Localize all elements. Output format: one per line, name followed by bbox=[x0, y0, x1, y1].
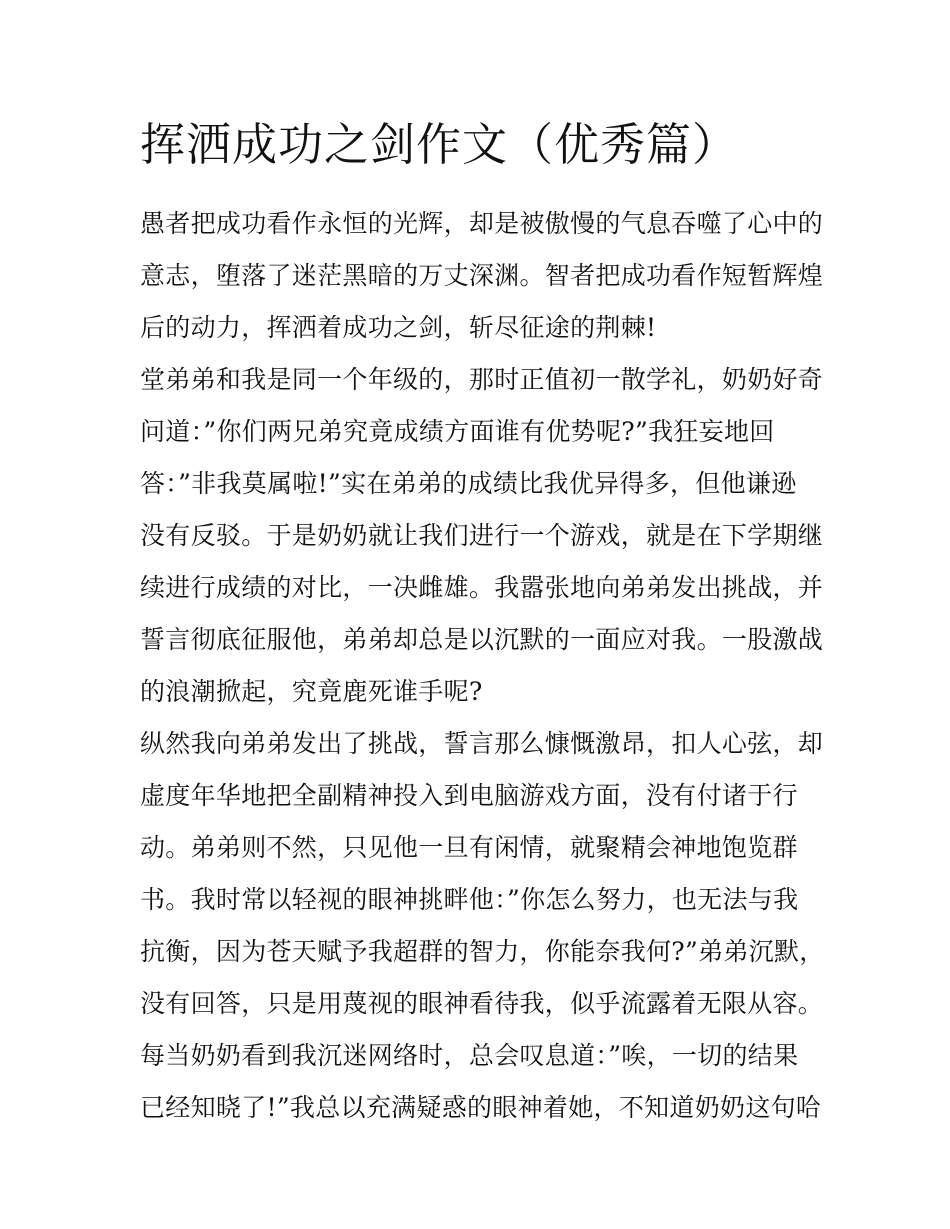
document-body bbox=[140, 198, 825, 1134]
text-line: 后的动力，挥洒着成功之剑，斩尽征途的荆棘! bbox=[140, 313, 657, 342]
text-line: 动。弟弟则不然，只见他一旦有闲情，就聚精会神地饱览群 bbox=[140, 833, 798, 862]
text-line: 答：”非我莫属啦!”实在弟弟的成绩比我优异得多，但他谦逊 bbox=[140, 469, 797, 498]
text-line: 已经知晓了!”我总以充满疑惑的眼神着她，不知道奶奶这句哈 bbox=[140, 1093, 822, 1122]
text-line: 书。我时常以轻视的眼神挑畔他：”你怎么努力，也无法与我 bbox=[140, 885, 799, 914]
text-line: 抗衡，因为苍天赋予我超群的智力，你能奈我何?”弟弟沉默， bbox=[140, 937, 825, 966]
text-line: 每当奶奶看到我沉迷网络时，总会叹息道：”唉，一切的结果 bbox=[140, 1041, 799, 1070]
text-line: 续进行成绩的对比，一决雌雄。我嚣张地向弟弟发出挑战，并 bbox=[140, 573, 824, 602]
text-line: 堂弟弟和我是同一个年级的，那时正值初一散学礼，奶奶好奇 bbox=[140, 365, 824, 394]
text-line: 誓言彻底征服他，弟弟却总是以沉默的一面应对我。一股激战 bbox=[140, 625, 824, 654]
text-line: 虚度年华地把全副精神投入到电脑游戏方面，没有付诸于行 bbox=[140, 781, 798, 810]
text-line: 意志，堕落了迷茫黑暗的万丈深渊。智者把成功看作短暂辉煌 bbox=[140, 261, 824, 290]
text-line: 的浪潮掀起，究竟鹿死谁手呢? bbox=[140, 677, 483, 706]
document-title: 挥洒成功之剑作文（优秀篇） bbox=[140, 118, 739, 171]
text-line: 问道：”你们两兄弟究竟成绩方面谁有优势呢?”我狂妄地回 bbox=[140, 417, 775, 446]
text-line: 纵然我向弟弟发出了挑战，誓言那么慷慨激昂，扣人心弦，却 bbox=[140, 729, 824, 758]
text-line: 没有回答，只是用蔑视的眼神看待我，似乎流露着无限从容。 bbox=[140, 989, 824, 1018]
text-line: 没有反驳。于是奶奶就让我们进行一个游戏，就是在下学期继 bbox=[140, 521, 824, 550]
text-line: 愚者把成功看作永恒的光辉，却是被傲慢的气息吞噬了心中的 bbox=[140, 209, 824, 238]
